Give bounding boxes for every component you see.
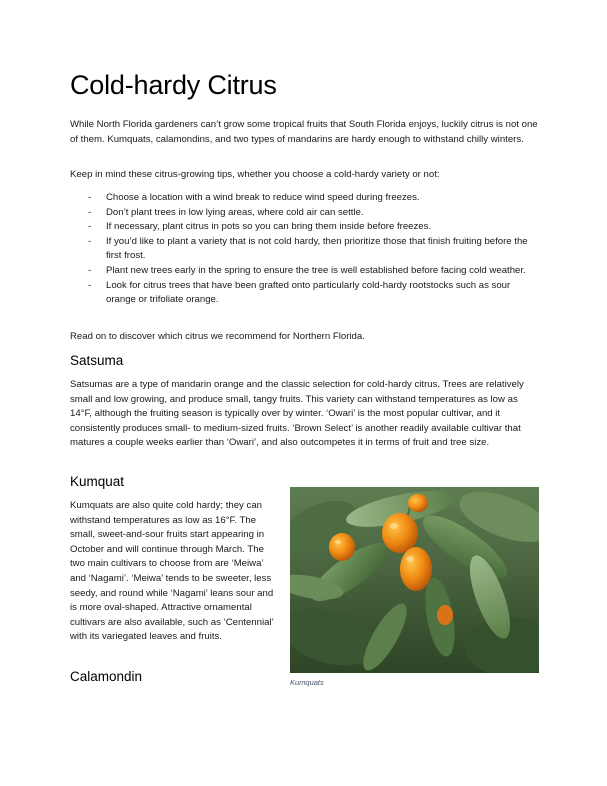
kumquat-photo-caption: Kumquats	[290, 678, 324, 687]
kumquat-photo	[290, 487, 539, 673]
list-item: - Don’t plant trees in low lying areas, where cold air can settle.	[88, 206, 364, 218]
satsuma-paragraph: Satsumas are a type of mandarin orange and the classic selection for cold-hardy citrus. Trees are relatively small and low growing, and produce small, tangy fruits. This variety can withstand temperatures as low as 14°F, although the fruiting season is typically over by winter. ‘Owari’ is the most popular cultivar, and it consistently produces small- to medium-sized fruits. ‘Brown Select’ is another readily available cultivar that matures a couple weeks earlier than ‘Owari’, and also outcompetes it in terms of fruit and tree size.	[70, 379, 524, 449]
tips-list	[70, 191, 540, 308]
page-title: Cold-hardy Citrus	[70, 70, 277, 100]
list-item: - If you’d like to plant a variety that is not cold hardy, then prioritize those that finish fruiting before the first frost.	[88, 235, 528, 262]
tips-intro: Keep in mind these citrus-growing tips, whether you choose a cold-hardy variety or not:	[70, 169, 440, 180]
read-on-paragraph: Read on to discover which citrus we recommend for Northern Florida.	[70, 331, 365, 342]
list-item: - If necessary, plant citrus in pots so you can bring them inside before freezes.	[88, 221, 432, 233]
list-item: - Look for citrus trees that have been grafted onto particularly cold-hardy rootstocks such as sour orange or trifoliate orange.	[88, 279, 511, 306]
kumquat-paragraph: Kumquats are also quite cold hardy; they can withstand temperatures as low as 16°F. The small, sweet-and-sour fruits start appearing in October and will continue through March. The two main cultivars to choose from are ‘Meiwa’ and ‘Nagami’. ‘Meiwa’ tends to be sweeter, less seedy, and round while ‘Nagami’ leans sour and is more oval-shaped. Attractive ornamental cultivars are also available, such as ‘Centennial’ with its variegated leaves and fruits.	[70, 500, 274, 643]
list-item: - Choose a location with a wind break to reduce wind speed during freezes.	[88, 192, 420, 203]
calamondin-heading: Calamondin	[70, 669, 143, 684]
satsuma-heading: Satsuma	[70, 353, 124, 368]
list-item: - Plant new trees early in the spring to ensure the tree is well established before facing cold weather.	[88, 264, 526, 276]
intro-paragraph: While North Florida gardeners can’t grow some tropical fruits that South Florida enjoys, luckily citrus is not one of them. Kumquats, calamondins, and two types of mandarins are hardy enough to withstand chilly winters.	[70, 119, 538, 145]
kumquat-heading: Kumquat	[70, 474, 125, 489]
